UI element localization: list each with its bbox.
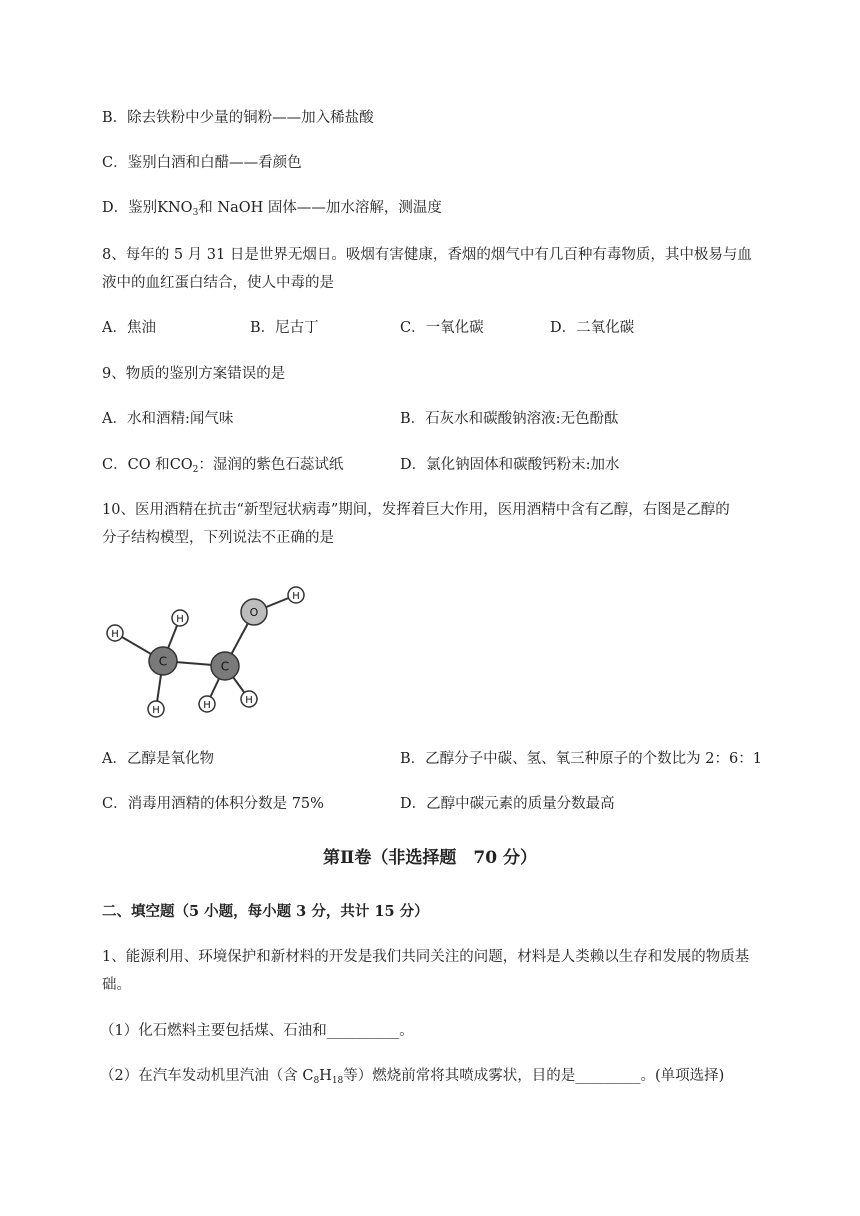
section-heading-fill-blank: 二、填空题（5 小题，每小题 3 分，共计 15 分） xyxy=(102,903,429,920)
q8-option-c: C．一氧化碳 xyxy=(400,320,484,336)
q10-stem-line2: 分子结构模型，下列说法不正确的是 xyxy=(102,530,334,546)
atom-label-h5: H xyxy=(245,695,253,706)
hydrogen-atom-1 xyxy=(107,625,123,641)
carbon-atom-2 xyxy=(211,652,239,680)
q10-stem-line1: 10、医用酒精在抗击“新型冠状病毒”期间，发挥着巨大作用，医用酒精中含有乙醇，右图是乙醇的 xyxy=(102,502,730,518)
atom-label-o: O xyxy=(249,606,259,619)
atom-label-h6: H xyxy=(292,591,300,602)
q9-option-b: B．石灰水和碳酸钠溶液:无色酚酞 xyxy=(400,411,619,427)
q10-option-a: A．乙醇是氧化物 xyxy=(102,751,214,767)
q8-option-d: D．二氧化碳 xyxy=(550,320,635,336)
hydrogen-atom-4 xyxy=(199,696,215,712)
q8-option-b: B．尼古丁 xyxy=(250,320,319,336)
atom-label-h2: H xyxy=(176,614,184,625)
q9-stem: 9、物质的鉴别方案错误的是 xyxy=(102,366,286,382)
q8-stem-line1: 8、每年的 5 月 31 日是世界无烟日。吸烟有害健康，香烟的烟气中有几百种有毒物质，其中极易与血 xyxy=(102,247,752,263)
oxygen-atom xyxy=(241,599,267,625)
fill1-subquestion-1: （1）化石燃料主要包括煤、石油和__________。 xyxy=(100,1023,414,1039)
carbon-atom-1 xyxy=(149,647,177,675)
kno3-formula: KNO xyxy=(157,200,193,216)
fill1-sub2-prefix: （2）在汽车发动机里汽油（含 C xyxy=(100,1068,314,1084)
atom-label-c1: C xyxy=(158,654,168,669)
atom-label-h4: H xyxy=(203,700,211,711)
q10-option-d: D．乙醇中碳元素的质量分数最高 xyxy=(400,796,615,812)
hydrogen-atom-2 xyxy=(172,610,188,626)
q7-option-d-suffix: 和 NaOH 固体——加水溶解，测温度 xyxy=(198,200,442,216)
q8-option-a: A．焦油 xyxy=(102,320,156,336)
q7-option-b: B．除去铁粉中少量的铜粉——加入稀盐酸 xyxy=(102,110,374,126)
hydrogen-symbol: H xyxy=(319,1068,332,1084)
q10-option-b: B．乙醇分子中碳、氢、氧三种原子的个数比为 2：6：1 xyxy=(400,751,762,767)
co2-formula: CO xyxy=(169,457,193,473)
q7-option-d xyxy=(102,198,442,223)
q10-option-c: C．消毒用酒精的体积分数是 75% xyxy=(102,796,324,812)
atom-label-h3: H xyxy=(152,705,160,716)
co2-subscript: 2 xyxy=(192,465,199,475)
q9-option-c xyxy=(102,455,343,480)
q9-option-d: D．氯化钠固体和碳酸钙粉末:加水 xyxy=(400,457,620,473)
atom-label-h1: H xyxy=(111,629,119,640)
atom-label-c2: C xyxy=(220,659,230,674)
fill1-stem-line2: 础。 xyxy=(102,977,131,993)
hydrogen-atom-6 xyxy=(288,587,304,603)
q8-stem-line2: 液中的血红蛋白结合，使人中毒的是 xyxy=(102,275,334,291)
fill1-sub2-suffix: 等）燃烧前常将其喷成雾状，目的是_________。(单项选择) xyxy=(343,1068,725,1084)
q9-option-c-prefix: C．CO 和 xyxy=(102,457,170,473)
q7-option-d-prefix: D．鉴别 xyxy=(102,200,158,216)
ethanol-molecule-model xyxy=(100,580,330,720)
hydrogen-atom-5 xyxy=(241,691,257,707)
q9-option-c-suffix: ：湿润的紫色石蕊试纸 xyxy=(198,457,344,473)
fill1-stem-line1: 1、能源利用、环境保护和新材料的开发是我们共同关注的问题，材料是人类赖以生存和发展的物质基 xyxy=(102,949,750,965)
kno3-subscript: 3 xyxy=(192,208,199,218)
h18-subscript: 18 xyxy=(331,1076,344,1086)
q9-option-a: A．水和酒精:闻气味 xyxy=(102,411,234,427)
fill1-subquestion-2 xyxy=(100,1066,724,1091)
hydrogen-atom-3 xyxy=(148,701,164,717)
q7-option-c: C．鉴别白酒和白醋——看颜色 xyxy=(102,155,302,171)
part2-title: 第Ⅱ卷（非选择题 70 分） xyxy=(323,848,537,868)
c8-subscript: 8 xyxy=(313,1076,320,1086)
